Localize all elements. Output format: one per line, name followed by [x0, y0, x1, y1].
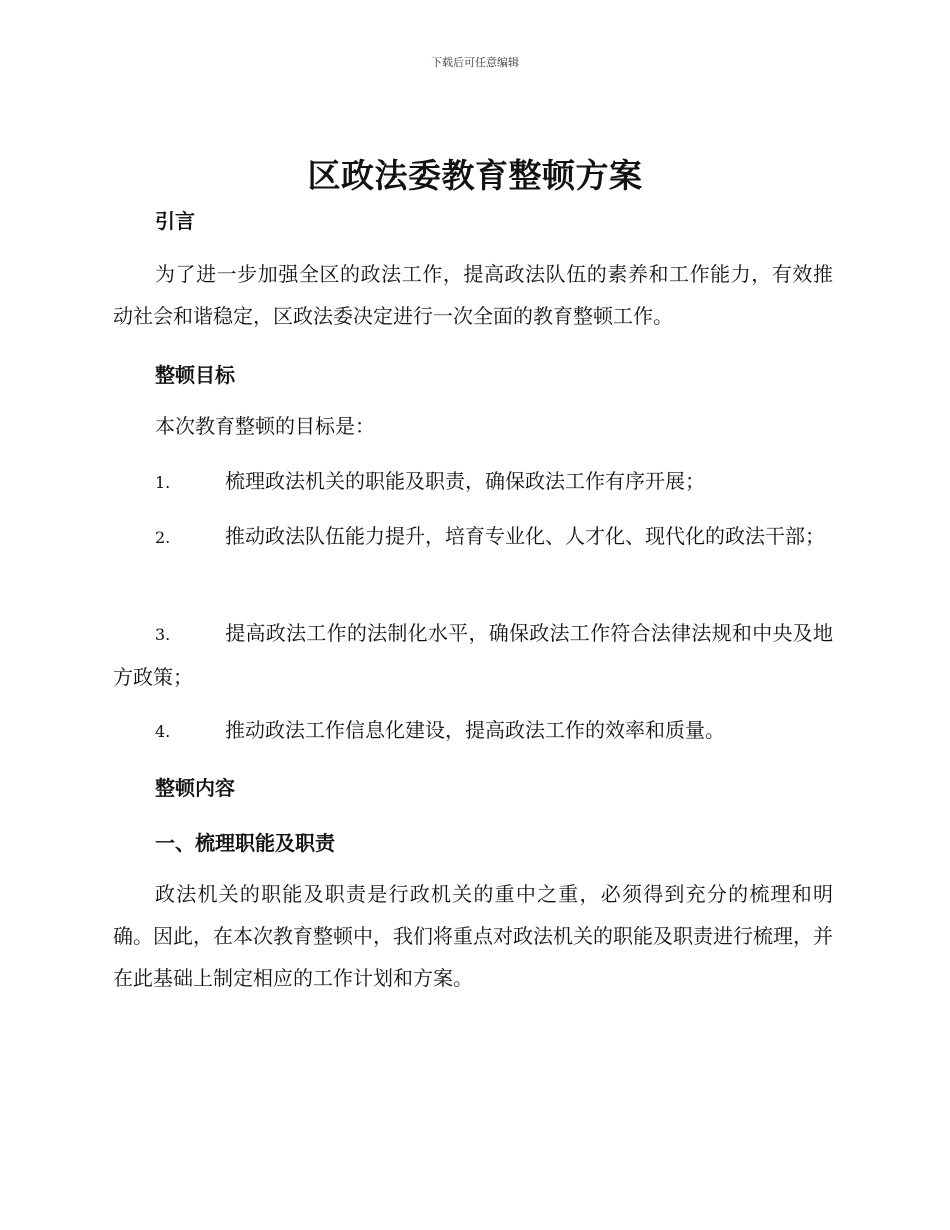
- goal-text: 推动政法队伍能力提升，培育专业化、人才化、现代化的政法干部；: [225, 524, 825, 548]
- page-header-note: 下载后可任意编辑: [431, 56, 519, 69]
- goal-number: 1.: [155, 473, 171, 492]
- goal-item-2: [113, 515, 833, 559]
- goal-item-3: [113, 612, 833, 698]
- goal-number: 4.: [155, 722, 171, 741]
- goal-text: 梳理政法机关的职能及职责，确保政法工作有序开展；: [225, 469, 705, 493]
- paragraph-section-1: 政法机关的职能及职责是行政机关的重中之重，必须得到充分的梳理和明确。因此，在本次教育整顿中，我们将重点对政法机关的职能及职责进行梳理，并在此基础上制定相应的工作计划和方案。: [113, 882, 833, 990]
- goal-item-4: [113, 709, 833, 753]
- document-title: 区政法委教育整顿方案: [307, 156, 643, 195]
- goal-item-1: [113, 460, 833, 504]
- goal-text: 推动政法工作信息化建设，提高政法工作的效率和质量。: [225, 718, 725, 742]
- heading-intro: 引言: [155, 209, 195, 233]
- heading-goals: 整顿目标: [155, 363, 235, 387]
- heading-content: 整顿内容: [155, 776, 235, 800]
- heading-section-1: 一、梳理职能及职责: [155, 831, 335, 855]
- goal-text: 提高政法工作的法制化水平，确保政法工作符合法律法规和中央及地方政策；: [113, 621, 833, 689]
- goal-number: 3.: [155, 625, 171, 644]
- goal-number: 2.: [155, 528, 171, 547]
- paragraph-intro: 为了进一步加强全区的政法工作，提高政法队伍的素养和工作能力，有效推动社会和谐稳定，区政法委决定进行一次全面的教育整顿工作。: [113, 262, 833, 328]
- paragraph-goals-lead: 本次教育整顿的目标是：: [155, 414, 375, 438]
